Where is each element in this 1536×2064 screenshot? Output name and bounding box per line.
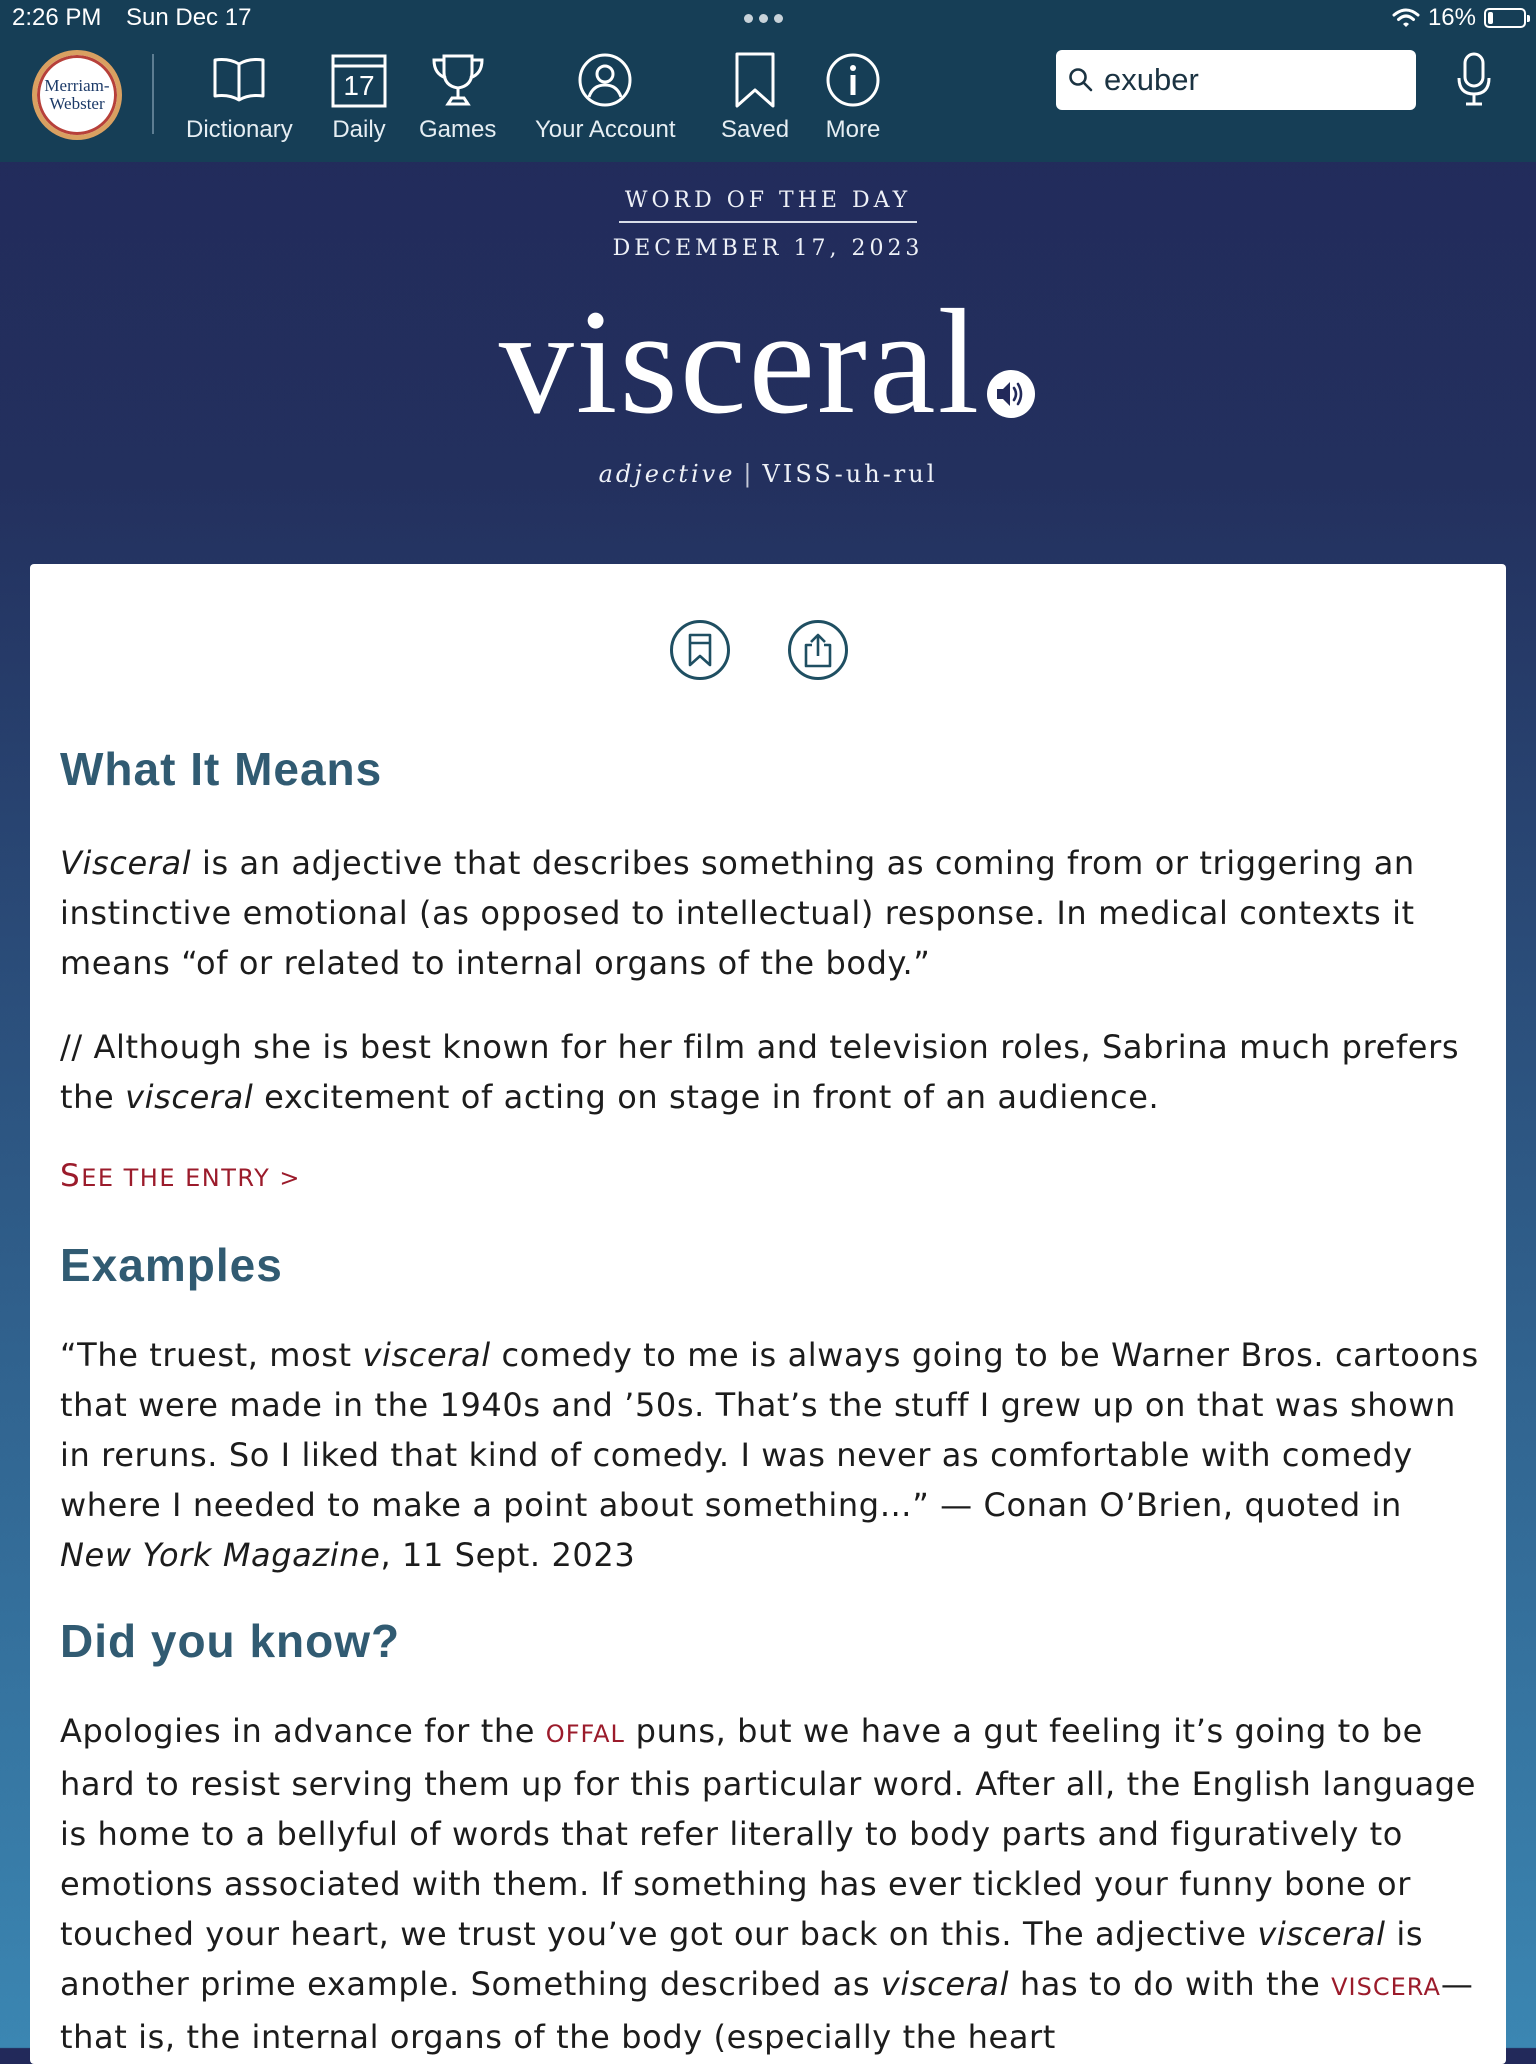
bookmark-icon [687,633,713,667]
save-word-button[interactable] [670,620,730,680]
usage-example-before: // Although she is best known for her film and television roles, Sabrina much prefers the [60,1028,1460,1116]
wotd-label-text: WORD OF THE DAY [619,188,917,223]
status-date: Sun Dec 17 [126,4,252,31]
usage-example [60,1022,1480,1122]
quote-after: , 11 Sept. 2023 [380,1536,636,1574]
nav-account-label: Your Account [535,116,676,143]
nav-more[interactable] [825,52,881,144]
dyk-text-5: —that is, the internal organs of the body (especially the heart [60,1965,1474,2056]
nav-saved[interactable] [721,52,789,144]
status-right [1392,4,1526,32]
pos-pronunciation-line [0,460,1536,488]
nav-divider [152,54,154,134]
microphone-button[interactable] [1456,52,1492,112]
logo-line1: Merriam- [44,76,110,95]
nav-more-label: More [825,116,881,143]
microphone-icon [1456,52,1492,108]
logo-line2: Webster [49,94,105,113]
word-title: visceral [498,279,982,445]
bookmark-icon [727,52,783,108]
dyk-text-4: has to do with the [1009,1965,1332,2003]
dyk-italic-2: visceral [880,1965,1010,2003]
battery-icon [1484,8,1526,28]
pronunciation-audio-button[interactable] [985,368,1037,424]
nav-games[interactable] [419,52,496,144]
quote-middle: comedy to me is always going to be Warner Bros. cartoons that were made in the 1940s and ’50s. That’s the stuff I grew up on that was shown in reruns. So I liked that kind of comedy. I was never as comfortable with comedy where I needed to make a point about something…” — Conan O’Brien, quoted in [60,1336,1479,1524]
card-actions [670,620,848,680]
article-content [60,742,1480,2062]
usage-example-word: visceral [125,1078,254,1116]
trophy-icon [430,52,486,108]
dyk-italic-1: visceral [1257,1915,1386,1953]
offal-link[interactable]: OFFAL [545,1720,625,1748]
examples-heading: Examples [60,1239,283,1291]
calendar-day: 17 [343,70,375,101]
usage-example-after: excitement of acting on stage in front of an audience. [253,1078,1160,1116]
word-of-the-day-label [0,188,1536,223]
multitasking-dots[interactable] [744,14,783,23]
definition-paragraph [60,838,1480,988]
definition-word: Visceral [60,844,192,882]
nav-saved-label: Saved [721,116,790,143]
info-icon [825,52,881,108]
pos-separator: | [743,460,755,488]
share-icon [803,632,833,668]
top-bar [0,0,1536,162]
what-it-means-heading: What It Means [60,743,383,795]
calendar-icon [331,52,387,108]
wifi-icon [1392,7,1420,29]
merriam-webster-logo[interactable] [32,50,122,140]
dyk-text-3: is another prime example. Something described as [60,1915,1424,2003]
dyk-text-2: puns, but we have a gut feeling it’s going to be hard to resist serving them up for this particular word. After all, the English language is home to a bellyful of words that refer literally to body parts and figuratively to emotions associated with them. If something has ever tickled your funny bone or touched your heart, we trust you’ve got our back on this. The adjective [60,1712,1476,1953]
speaker-icon [985,368,1037,420]
search-box[interactable] [1056,50,1416,110]
word-date: DECEMBER 17, 2023 [612,236,924,261]
search-icon [1068,67,1094,93]
nav-daily[interactable] [331,52,387,144]
account-icon [577,52,633,108]
battery-percent: 16% [1427,4,1476,31]
definition-text: is an adjective that describes something as coming from or triggering an instinctive emotional (as opposed to intellectual) response. In medical contexts it means “of or related to internal organs of the body.” [60,844,1415,982]
quote-before: “The truest, most [60,1336,363,1374]
did-you-know-paragraph [60,1706,1480,2062]
word-title-wrap [0,279,1536,445]
see-entry-rest: EE THE ENTRY > [81,1164,301,1192]
nav-daily-label: Daily [332,116,386,143]
viscera-link[interactable]: VISCERA [1331,1973,1441,2001]
part-of-speech: adjective [598,460,736,488]
dyk-text-1: Apologies in advance for the [60,1712,546,1750]
status-time: 2:26 PM [12,4,102,31]
did-you-know-heading: Did you know? [60,1615,401,1667]
book-icon [211,52,267,108]
nav-dictionary-label: Dictionary [186,116,293,143]
content-card [30,564,1506,2064]
pronunciation: VISS-uh-rul [762,460,938,488]
nav-your-account[interactable] [535,52,676,144]
quote-source: New York Magazine [60,1536,381,1574]
see-the-entry-link[interactable] [60,1158,1480,1194]
search-input[interactable] [1102,61,1396,99]
quote-word: visceral [362,1336,491,1374]
share-button[interactable] [788,620,848,680]
see-entry-first: S [60,1158,82,1194]
nav-games-label: Games [419,116,497,143]
nav-dictionary[interactable] [186,52,293,144]
examples-quote [60,1330,1480,1580]
